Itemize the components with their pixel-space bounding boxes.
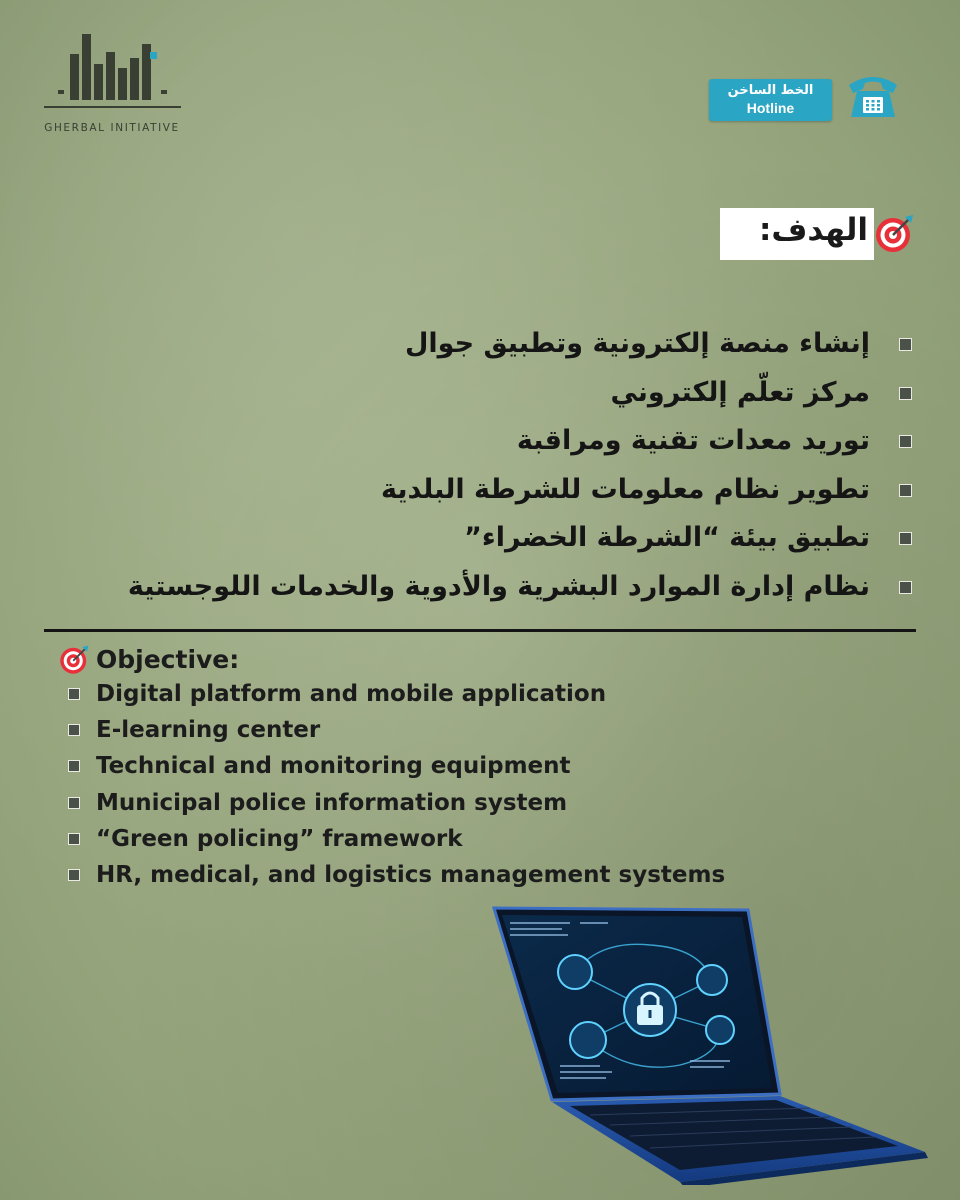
- logo-text: GHERBAL INITIATIVE: [44, 122, 180, 134]
- list-item-text: إنشاء منصة إلكترونية وتطبيق جوال: [404, 328, 870, 359]
- target-icon: [58, 644, 90, 676]
- bullet-square-icon: [68, 688, 80, 700]
- arabic-heading: الهدف:: [758, 212, 868, 248]
- bullet-square-icon: [68, 869, 80, 881]
- arabic-objectives-list: [52, 322, 912, 613]
- list-item: [52, 468, 912, 517]
- list-item: [68, 785, 725, 821]
- bullet-square-icon: [68, 833, 80, 845]
- list-item-text: Municipal police information system: [96, 789, 568, 816]
- list-item: [68, 676, 725, 712]
- list-item-text: HR, medical, and logistics management systems: [96, 861, 726, 888]
- bullet-square-icon: [899, 387, 912, 400]
- bullet-square-icon: [68, 724, 80, 736]
- list-item-text: E-learning center: [96, 717, 321, 744]
- list-item: [68, 712, 725, 748]
- list-item-text: نظام إدارة الموارد البشرية والأدوية والخدمات اللوجستية: [127, 570, 870, 602]
- list-item: [68, 857, 725, 893]
- bullet-square-icon: [899, 484, 912, 497]
- bullet-square-icon: [899, 581, 912, 594]
- list-item-text: Technical and monitoring equipment: [96, 753, 571, 780]
- list-item-text: مركز تعلّم إلكتروني: [610, 376, 870, 408]
- telephone-icon[interactable]: [843, 67, 903, 123]
- list-item: [52, 516, 912, 565]
- list-item: [68, 748, 725, 784]
- list-item: [52, 565, 912, 614]
- gherbal-logo: [40, 30, 185, 140]
- english-objectives-list: [68, 676, 725, 893]
- bullet-square-icon: [68, 760, 80, 772]
- gherbal-logo-icon: [40, 30, 185, 122]
- list-item-text: تطبيق بيئة “الشرطة الخضراء”: [464, 522, 870, 553]
- english-heading: Objective:: [96, 645, 240, 674]
- list-item: [52, 419, 912, 468]
- list-item: [68, 821, 725, 857]
- section-divider: [44, 629, 916, 632]
- list-item: [52, 322, 912, 371]
- bullet-square-icon: [899, 532, 912, 545]
- list-item: [52, 371, 912, 420]
- arabic-heading-box: [720, 208, 874, 260]
- hotline-arabic-label: الخط الساخن: [727, 83, 814, 98]
- list-item-text: توريد معدات تقنية ومراقبة: [516, 425, 870, 456]
- hotline-badge[interactable]: [709, 79, 832, 121]
- hotline-english-label: Hotline: [746, 100, 795, 116]
- bullet-square-icon: [899, 338, 912, 351]
- list-item-text: “Green policing” framework: [96, 825, 463, 852]
- target-icon: [873, 213, 915, 255]
- list-item-text: تطوير نظام معلومات للشرطة البلدية: [381, 473, 870, 505]
- bullet-square-icon: [68, 797, 80, 809]
- laptop-security-illustration: [480, 900, 930, 1185]
- bullet-square-icon: [899, 435, 912, 448]
- list-item-text: Digital platform and mobile application: [96, 681, 607, 707]
